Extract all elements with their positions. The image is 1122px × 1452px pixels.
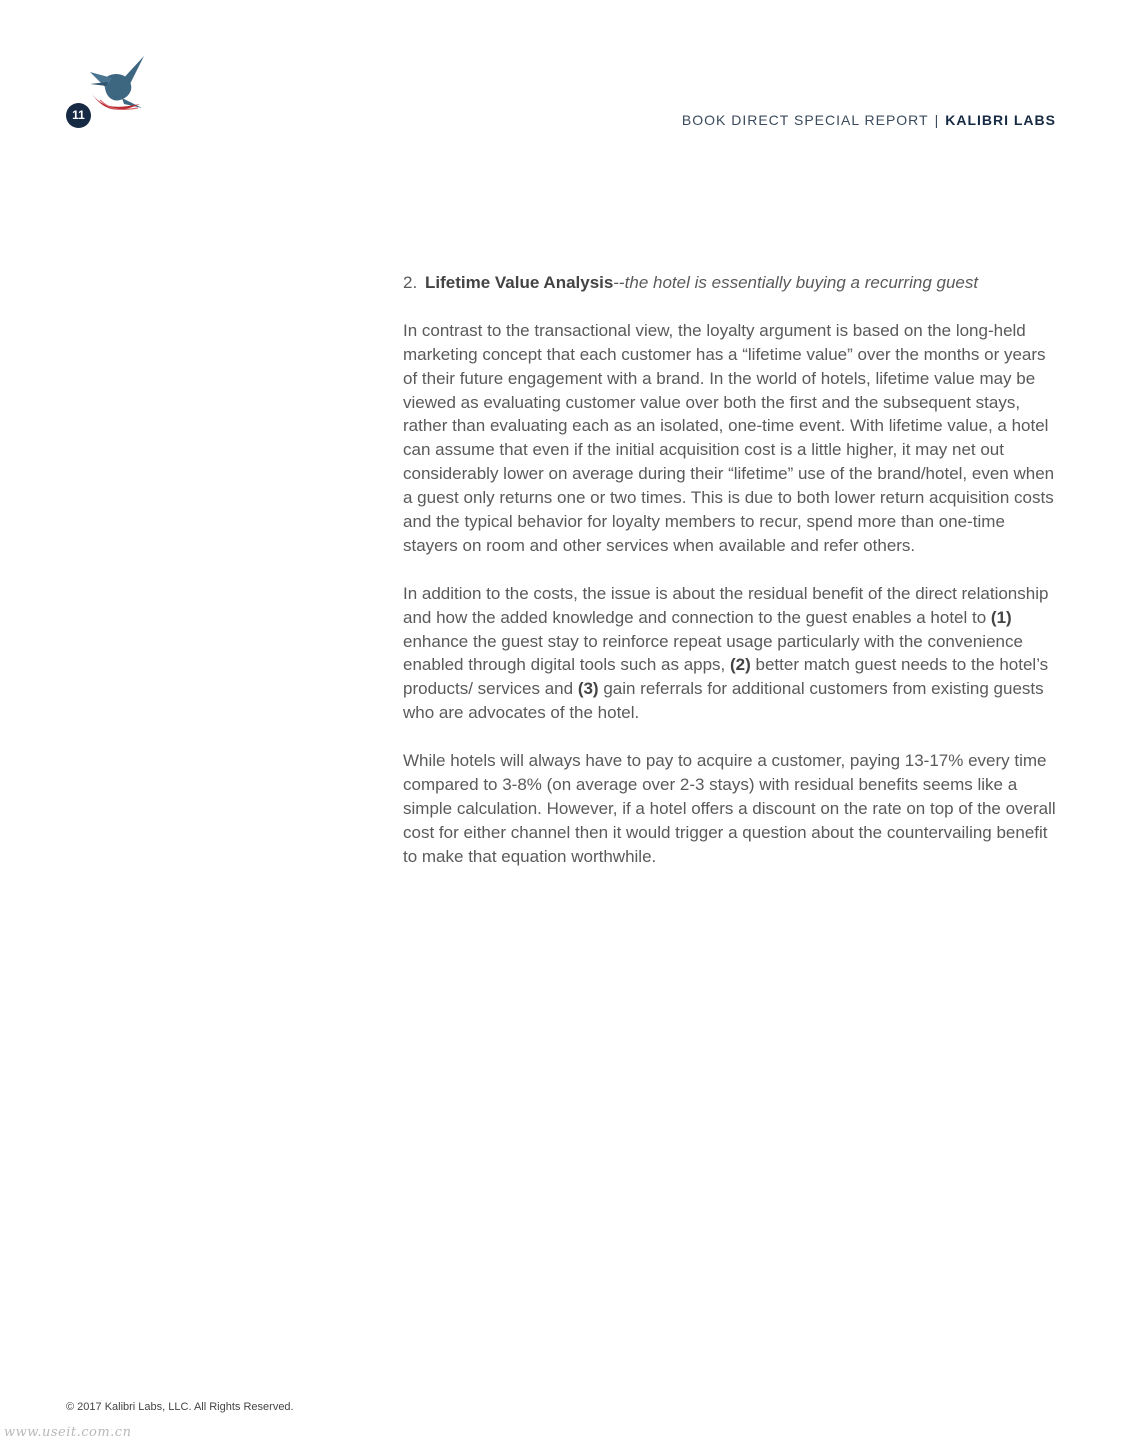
report-title: BOOK DIRECT SPECIAL REPORT: [681, 112, 929, 128]
section-subtitle: the hotel is essentially buying a recurring guest: [624, 273, 979, 292]
list-item-title-line: [425, 271, 978, 295]
header-separator: |: [934, 112, 940, 128]
running-header: [682, 112, 1056, 128]
paragraph-text-segment: enhance the guest stay to reinforce repeat usage particularly with the convenience enabled through digital tools such as apps,: [403, 631, 1023, 675]
list-item-number: 2.: [403, 273, 418, 292]
list-marker-1: (1): [990, 607, 1012, 627]
residual-benefit-paragraph: [403, 582, 1063, 725]
list-marker-3: (3): [577, 679, 599, 699]
lifetime-value-paragraph: In contrast to the transactional view, the loyalty argument is based on the long-held marketing concept that each customer has a “lifetime value” over the months or years of their future engagement with a brand. In the world of hotels, lifetime value may be viewed as evaluating customer value over both the first and the subsequent stays, rather than evaluating each as an isolated, one-time event. With lifetime value, a hotel can assume that even if the initial acquisition cost is a little higher, it may net out considerably lower on average during their “lifetime” use of the brand/hotel, even when a guest only returns one or two times. This is due to both lower return acquisition costs and the typical behavior for loyalty members to recur, spend more than one-time stayers on room and other services when available and refer others.: [403, 320, 1055, 555]
list-marker-2: (2): [730, 655, 751, 675]
paragraph-text-segment: In addition to the costs, the issue is about the residual benefit of the direct relationship and how the added knowledge and connection to the guest enables a hotel to: [403, 583, 1049, 627]
paragraph-text-segment: gain referrals for additional customers from existing guests who are advocates of the hotel.: [403, 679, 1044, 723]
paragraph-text-segment: better match guest needs to the hotel’s products/ services and: [403, 655, 1049, 699]
list-item-heading: [403, 271, 1063, 295]
title-dash: --: [613, 273, 625, 292]
section-title: Lifetime Value Analysis: [425, 273, 614, 292]
main-content: [403, 271, 1063, 869]
brand-name: KALIBRI LABS: [945, 112, 1056, 128]
copyright-footer: © 2017 Kalibri Labs, LLC. All Rights Reserved.: [66, 1401, 294, 1413]
closing-paragraph: While hotels will always have to pay to acquire a customer, paying 13-17% every time compared to 3-8% (on average over 2-3 stays) with residual benefits seems like a simple calculation. However, if a hotel offers a discount on the rate on top of the overall cost for either channel then it would trigger a question about the countervailing benefit to make that equation worthwhile.: [403, 751, 1056, 866]
page-number-badge: 11: [66, 103, 91, 128]
watermark: www.useit.com.cn: [4, 1425, 132, 1440]
